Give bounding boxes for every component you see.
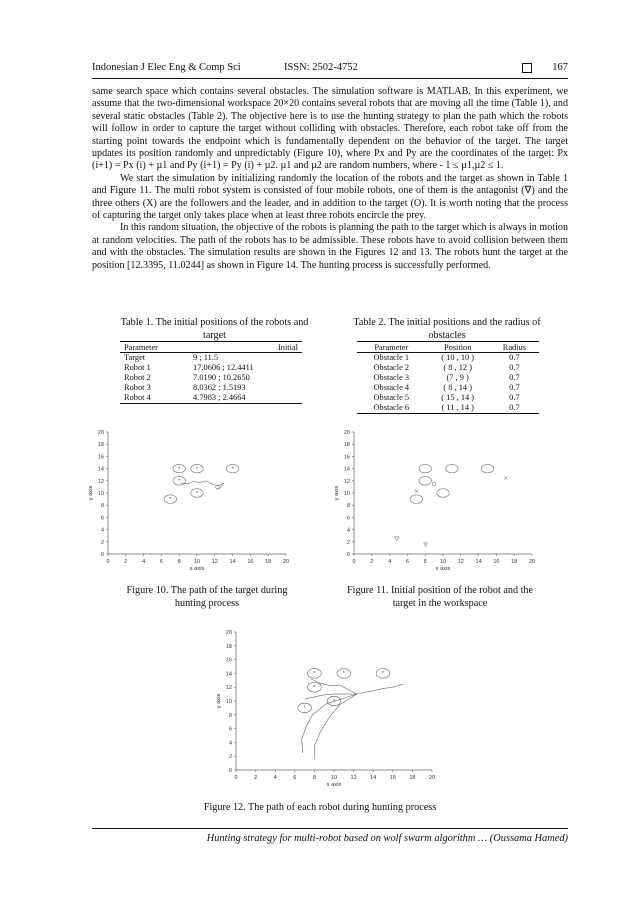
y-tick-label: 8 [100, 503, 104, 510]
y-axis-label: y axis [88, 485, 94, 501]
table2-header-parameter: Parameter [357, 342, 426, 353]
y-tick-label: 18 [97, 442, 104, 449]
x-tick-label: 12 [211, 559, 218, 565]
table-row [120, 353, 302, 364]
x-tick-label: 4 [273, 775, 277, 781]
x-axis-label: x axis [189, 566, 205, 572]
x-tick-label: 12 [350, 775, 357, 781]
obstacle-center-mark: * [382, 671, 384, 678]
table-cell: Target [124, 353, 146, 362]
body-text [92, 86, 568, 272]
robot-path-line [357, 684, 403, 694]
x-tick-label: 6 [405, 559, 409, 565]
obstacle-circle [419, 464, 431, 473]
paragraph-1: same search space which contains several obstacles. The simulation software is MATLAB. In this experiment, we assume that the two-dimensional workspace 20×20 contains several robots that are moving all the time (Table 1), and several static obstacles (Table 2). The objective here is to use the hunting strategy to plan the path which the robots will follow in order to capture the target without colliding with obstacles. Therefore, each robot take off from the starting point towards the endpoint which is fundamentally dependent on the behavior of the target. The target updates its position randomly and unpredictably (Figure 10), where Px and Py are the coordinates of the target: Px (i+1) = Px (i) + µ1 and Py (i+1) = Py (i) + µ2. µ1 and µ2 are random numbers, where - 1 ≤ µ1,µ2 ≤ 1. [92, 86, 568, 172]
obstacle-center-mark: * [196, 466, 198, 473]
table-cell: ( 8 , 14 ) [443, 383, 472, 392]
table-row [120, 373, 302, 383]
y-tick-label: 18 [225, 643, 232, 650]
figure-10-caption: Figure 10. The path of the target during hunting process [126, 585, 288, 609]
journal-name: Indonesian J Elec Eng & Comp Sci [92, 62, 241, 73]
x-tick-label: 8 [423, 559, 427, 565]
table-cell: Robot 1 [124, 363, 151, 372]
y-tick-label: 0 [100, 552, 104, 558]
y-tick-label: 6 [346, 515, 350, 522]
table-row [357, 403, 539, 414]
antagonist-marker [395, 537, 399, 541]
table-row [357, 393, 539, 403]
x-axis-label: x axis [326, 782, 342, 788]
y-axis-label: y axis [216, 693, 222, 709]
table-cell: 0.7 [509, 373, 520, 382]
table-cell: Obstacle 4 [373, 383, 410, 392]
table-row [357, 373, 539, 383]
y-tick-label: 4 [228, 740, 232, 747]
table2-header-position: Position [426, 342, 490, 353]
robot-x-marker [415, 490, 418, 493]
table-cell: 9 ; 11.5 [193, 353, 219, 362]
table-cell: 0.7 [509, 383, 520, 392]
y-tick-label: 0 [228, 768, 232, 774]
y-tick-label: 18 [343, 442, 350, 449]
x-tick-label: 16 [389, 775, 396, 781]
obstacle-center-mark: * [342, 671, 345, 678]
x-tick-label: 12 [457, 559, 464, 565]
table-cell: 7.0190 ; 10.2650 [193, 373, 250, 382]
x-tick-label: 14 [229, 559, 236, 565]
x-tick-label: 18 [511, 559, 518, 565]
y-tick-label: 20 [225, 630, 232, 636]
obstacle-center-mark: * [333, 698, 335, 705]
table1 [120, 341, 302, 404]
robot-path-line [302, 694, 357, 753]
obstacle-center-mark: * [196, 490, 198, 497]
obstacle-center-mark: * [178, 478, 181, 485]
obstacle-center-mark: * [178, 466, 181, 473]
target-marker [432, 482, 436, 486]
checkbox-icon [522, 63, 532, 73]
x-tick-label: 6 [293, 775, 297, 781]
x-tick-label: 16 [493, 559, 500, 565]
table-cell: ( 11 , 14 ) [426, 403, 490, 414]
y-tick-label: 2 [100, 539, 104, 546]
table-row [120, 363, 302, 373]
table-row [357, 363, 539, 373]
table-cell: 0.7 [490, 403, 539, 414]
obstacle-circle [446, 464, 458, 473]
x-tick-label: 10 [193, 559, 201, 565]
x-tick-label: 2 [254, 775, 258, 781]
table-cell: Obstacle 6 [357, 403, 426, 414]
table-cell: 4.7983 ; 2.4664 [189, 393, 302, 404]
robot-path-line [314, 694, 357, 760]
table-row [120, 393, 302, 404]
y-tick-label: 10 [97, 491, 104, 497]
table-row [357, 383, 539, 393]
table2-caption: Table 2. The initial positions and the radius of obstacles [353, 317, 541, 341]
y-tick-label: 16 [343, 454, 350, 461]
x-tick-label: 14 [475, 559, 482, 565]
y-tick-label: 20 [97, 430, 104, 436]
robot-x-marker [504, 477, 507, 480]
table1-caption: Table 1. The initial positions of the robots and target [120, 317, 309, 341]
y-tick-label: 6 [100, 515, 104, 522]
y-tick-label: 4 [346, 527, 350, 534]
figure-11-chart [330, 426, 540, 576]
x-tick-label: 20 [428, 775, 436, 781]
running-header [92, 62, 568, 78]
table-row [357, 353, 539, 364]
x-tick-label: 14 [370, 775, 377, 781]
table-cell: 8.0362 ; 1.5193 [193, 383, 246, 392]
y-tick-label: 2 [346, 539, 350, 546]
x-tick-label: 8 [177, 559, 181, 565]
x-tick-label: 4 [142, 559, 146, 565]
table2-header-radius: Radius [490, 342, 539, 353]
figure-10-chart [84, 426, 294, 576]
y-tick-label: 8 [346, 503, 350, 510]
x-tick-label: 2 [124, 559, 128, 565]
table-cell: Robot 2 [124, 373, 151, 382]
y-tick-label: 12 [97, 478, 104, 485]
x-tick-label: 18 [265, 559, 272, 565]
table-cell: 0.7 [509, 363, 520, 372]
figure-12-chart [212, 626, 440, 792]
obstacle-center-mark: * [303, 705, 306, 712]
y-tick-label: 6 [228, 726, 232, 733]
obstacle-circle [437, 489, 449, 498]
y-tick-label: 2 [228, 754, 232, 761]
x-axis-label: x axis [435, 566, 451, 572]
x-tick-label: 10 [439, 559, 447, 565]
header-rule [92, 78, 568, 79]
x-tick-label: 20 [528, 559, 536, 565]
y-tick-label: 4 [100, 527, 104, 534]
y-tick-label: 14 [343, 466, 350, 473]
x-tick-label: 18 [409, 775, 416, 781]
table-cell: 17.0606 ; 12.4411 [193, 363, 254, 372]
figure-11-caption: Figure 11. Initial position of the robot and the target in the workspace [346, 585, 534, 609]
table-cell: ( 8 , 12 ) [443, 363, 472, 372]
table-cell: Robot 4 [120, 393, 189, 404]
table-cell: Obstacle 3 [373, 373, 410, 382]
x-tick-label: 8 [312, 775, 316, 781]
y-tick-label: 8 [228, 712, 232, 719]
table-cell: ( 15 , 14 ) [441, 393, 475, 402]
obstacle-circle [481, 464, 493, 473]
obstacle-center-mark: * [313, 685, 316, 691]
paragraph-2: We start the simulation by initializing randomly the location of the robots and the target as shown in Table 1 and Figure 11. The multi robot system is consisted of four mobile robots, one of them is the antagonist (∇) and the three others (X) are the followers and the leader, and in addition to the target (O). It is worth noting that the process of capturing the target only takes place when at least three robots encircle the prey. [92, 172, 568, 222]
table-cell: Obstacle 1 [373, 353, 410, 362]
robot-triangle-marker [424, 543, 428, 547]
obstacle-center-mark: * [169, 496, 172, 503]
table-cell: (7 , 9 ) [446, 373, 469, 382]
x-tick-label: 0 [234, 775, 238, 781]
x-tick-label: 0 [352, 559, 356, 565]
y-tick-label: 16 [97, 454, 104, 461]
y-axis-label: y axis [334, 485, 340, 501]
table1-header-parameter: Parameter [120, 342, 189, 353]
y-tick-label: 10 [225, 699, 232, 705]
y-tick-label: 12 [343, 478, 350, 485]
x-tick-label: 16 [247, 559, 254, 565]
table-cell: 0.7 [509, 393, 520, 402]
obstacle-center-mark: * [231, 466, 234, 473]
footer-rule [92, 828, 568, 829]
y-tick-label: 0 [346, 552, 350, 558]
table2 [357, 341, 539, 414]
x-tick-label: 2 [370, 559, 374, 565]
obstacle-circle [419, 477, 431, 486]
table-row [120, 383, 302, 393]
x-tick-label: 10 [330, 775, 338, 781]
table-cell: ( 10 , 10 ) [441, 353, 475, 362]
y-tick-label: 14 [225, 671, 232, 678]
paragraph-3: In this random situation, the objective of the robots is planning the path to the target which is always in motion at random velocities. The path of the robots has to be admissible. These robots have to avoid collision between them and with the obstacles. The simulation results are shown in the Figures 12 and 13. The robots hunt the target at the position [12.3395, 11.0244] as shown in Figure 14. The hunting process is successfully performed. [92, 222, 568, 271]
y-tick-label: 12 [225, 685, 232, 692]
obstacle-circle [410, 495, 422, 504]
running-footer: Hunting strategy for multi-robot based on wolf swarm algorithm … (Oussama Hamed) [206, 833, 568, 844]
figure-12-caption: Figure 12. The path of each robot during hunting process [203, 802, 437, 813]
y-tick-label: 20 [343, 430, 350, 436]
table-cell: Robot 3 [124, 383, 151, 392]
x-tick-label: 20 [282, 559, 290, 565]
x-tick-label: 6 [159, 559, 163, 565]
y-tick-label: 10 [343, 491, 350, 497]
issn: ISSN: 2502-4752 [284, 62, 358, 73]
table-cell: Obstacle 2 [373, 363, 410, 372]
y-tick-label: 16 [225, 657, 232, 664]
table-cell: Obstacle 5 [373, 393, 410, 402]
table1-header-initial: Initial [189, 342, 302, 353]
x-tick-label: 0 [106, 559, 110, 565]
page-number: 167 [552, 62, 568, 73]
obstacle-center-mark: * [313, 671, 316, 678]
y-tick-label: 14 [97, 466, 104, 473]
x-tick-label: 4 [388, 559, 392, 565]
table-cell: 0.7 [509, 353, 520, 362]
